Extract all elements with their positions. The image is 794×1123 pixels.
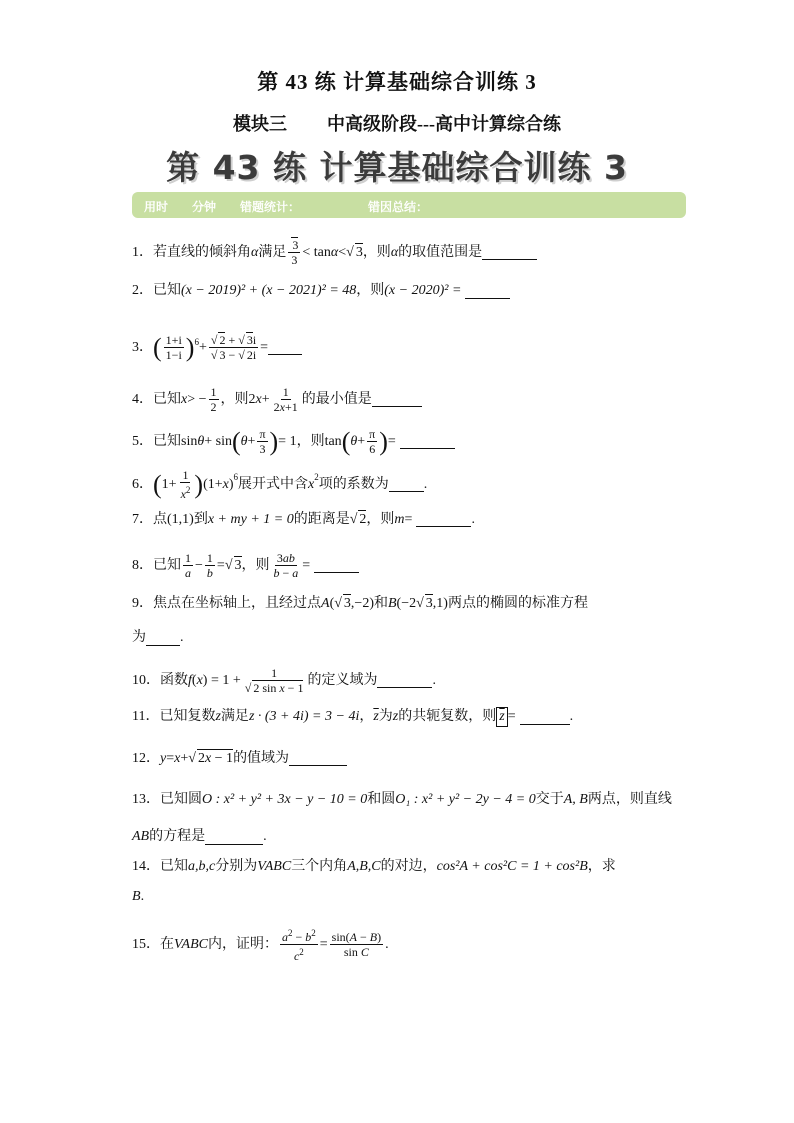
minute-label: 分钟	[192, 200, 217, 214]
answer-blank[interactable]	[400, 434, 455, 449]
question-4: 4． 已知 x > − $\frac{1}{2}$ ，则 2 x + $\frac{1}{2x+1}$ 的最小值是	[132, 385, 422, 414]
module-heading	[0, 110, 794, 136]
question-15: 15． 在 VABC 内，证明： $\frac{a^2 - b^2}{c^2}$ = $\frac{\sin(A - B)}{\text{sin C}}$ .	[132, 928, 389, 963]
answer-blank[interactable]	[205, 830, 263, 845]
question-13-line2: AB 的方程是 .	[132, 829, 267, 844]
answer-blank[interactable]	[268, 340, 302, 355]
answer-blank[interactable]	[416, 512, 471, 527]
question-5: 5． 已知 sin θ + sin ( θ + $\frac{\pi}{3}$ ) = 1 ，则 tan ( θ + $\frac{\pi}{6}$ ) =	[132, 427, 455, 456]
error-count-label: 错题统计：	[240, 200, 301, 214]
module-label: 模块三	[233, 114, 287, 134]
question-1: 1． 若直线的倾斜角 α 满足 $\frac{3}{3}$ < tan α < √ 3 ，则 α 的取值范围是	[132, 238, 537, 267]
question-11: 11． 已知复数 z 满足 z · (3 + 4i) = 3 − 4i ， $\overline{z}$ 为 z 的共轭复数，则 $\overline{z}$ = .	[132, 707, 573, 727]
question-9: 9． 焦点在坐标轴上，且经过点 A (√ 3 ,−2) 和 B (−2√ 3 ,1) 两点的椭圆的标准方程	[132, 595, 588, 611]
answer-blank[interactable]	[482, 245, 537, 260]
banner-title: 第 43 练 计算基础综合训练 3	[166, 148, 628, 187]
question-10: 10． 函数 f ( x ) = 1 + $\frac{1}{\text{√ 2 sin x − 1}}$ 的定义域为 .	[132, 666, 436, 695]
question-2: 2． 已知 (x − 2019)² + (x − 2021)² = 48 ，则 (x − 2020)² =	[132, 282, 510, 300]
answer-blank[interactable]	[520, 710, 570, 725]
answer-blank[interactable]	[372, 392, 422, 407]
answer-blank[interactable]	[377, 673, 432, 688]
worksheet-title: 第 43 练 计算基础综合训练 3	[257, 70, 537, 94]
error-reason-label: 错因总结：	[368, 200, 429, 214]
answer-blank[interactable]	[465, 284, 510, 299]
answer-blank[interactable]	[314, 558, 359, 573]
question-13: 13． 已知圆 O : x² + y² + 3x − y − 10 = 0 和圆 O₁ : x² + y² − 2y − 4 = 0 交于 A, B 两点，则直线	[132, 792, 672, 807]
stage-label: 中高级阶段---高中计算综合练	[327, 114, 561, 134]
question-8: 8． 已知 $\frac{1}{a}$ − $\frac{1}{b}$ = √ 3 ，则 $\frac{3ab}{b - a}$ =	[132, 551, 359, 580]
question-7: 7． 点 (1,1) 到 x + my + 1 = 0 的距离是 √ 2 ，则 m = .	[132, 511, 475, 527]
time-label: 用时	[144, 200, 169, 214]
question-14: 14． 已知 a,b,c 分别为 VABC 三个内角 A,B,C 的对边， cos²A + cos²C = 1 + cos²B ，求	[132, 859, 616, 874]
info-bar	[132, 192, 686, 218]
question-12: 12． y = x + √ 2x − 1 的值域为	[132, 749, 347, 768]
question-6: 6． ( 1+ $\frac{1}{x^2}$ ) (1+ x ) $^6$ 展开式中含 x $^2$ 项的系数为 .	[132, 468, 428, 501]
answer-blank[interactable]	[389, 477, 424, 492]
question-3: 3． ( $\frac{1+i}{1-i}$ ) $^6$ + $\frac{√ 2 + √ 3i}{√ 3 - √ 2i}$ =	[132, 333, 302, 362]
question-14-line2: B .	[132, 889, 145, 904]
answer-blank[interactable]	[146, 631, 180, 646]
answer-blank[interactable]	[289, 751, 347, 766]
question-9-line2: 为 .	[132, 630, 184, 645]
